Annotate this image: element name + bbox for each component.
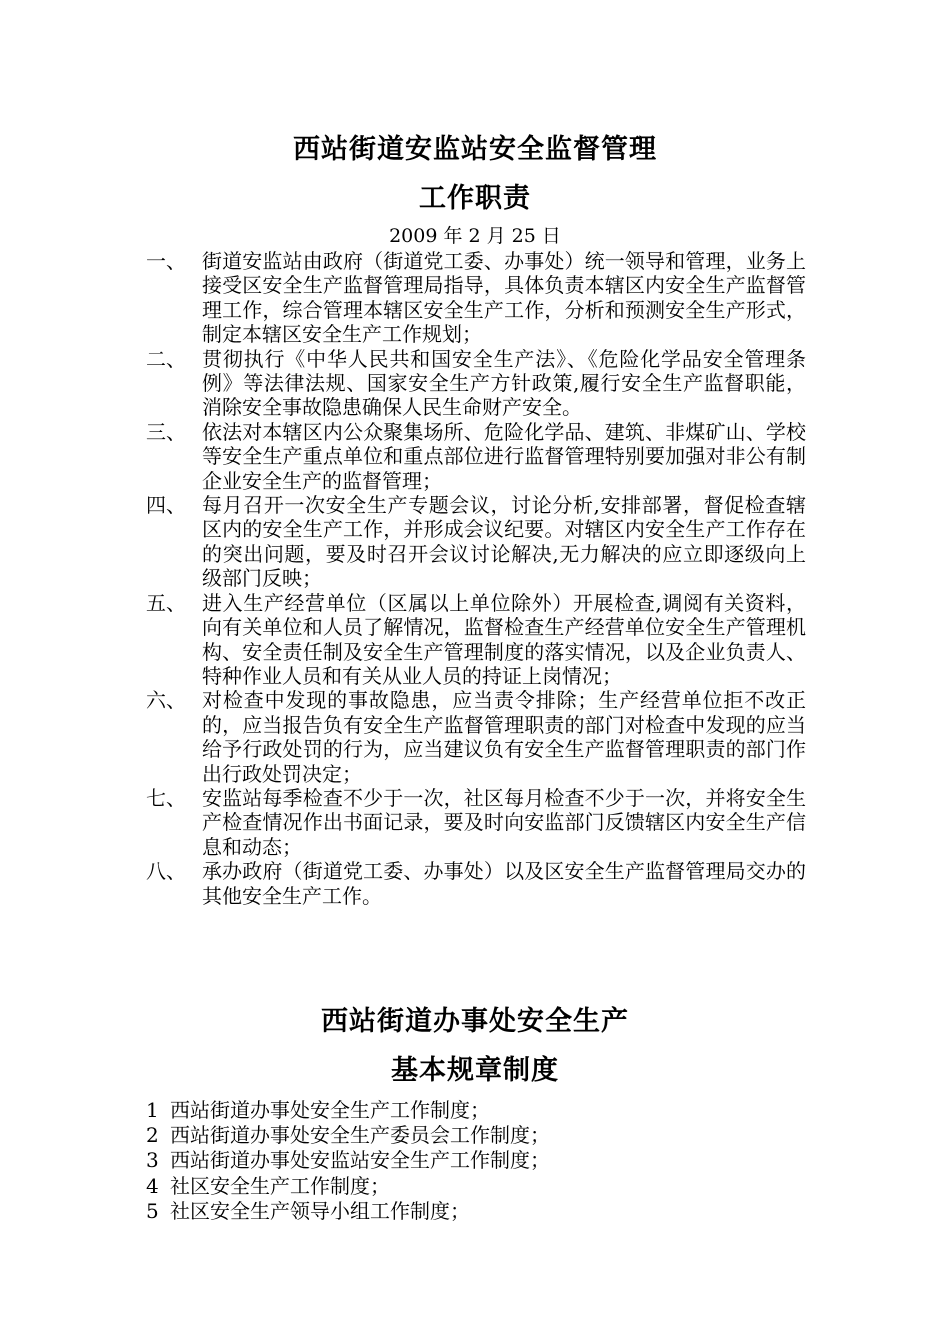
rules-list bbox=[146, 1098, 806, 1224]
section-subtitle: 基本规章制度 bbox=[391, 1055, 559, 1086]
rule-number: 5 bbox=[146, 1198, 159, 1223]
document-date: 2009 年 2 月 25 日 bbox=[389, 225, 561, 247]
rule-number: 2 bbox=[146, 1123, 159, 1148]
clause-text: 街道安监站由政府（街道党工委、办事处）统一领导和管理，业务上接受区安全生产监督管理局指导，具体负责本辖区内安全生产监督管理工作，综合管理本辖区安全生产工作，分析和预测安全生产形式，制定本辖区安全生产工作规划； bbox=[202, 249, 806, 347]
clause-number: 八、 bbox=[146, 859, 186, 884]
rule-text: 西站街道办事处安监站安全生产工作制度； bbox=[170, 1148, 550, 1173]
clause-number: 三、 bbox=[146, 419, 186, 444]
clause-text: 依法对本辖区内公众聚集场所、危险化学品、建筑、非煤矿山、学校等安全生产重点单位和重点部位进行监督管理特别要加强对非公有制企业安全生产的监督管理； bbox=[202, 419, 806, 493]
clause-text: 对检查中发现的事故隐患，应当责令排除；生产经营单位拒不改正的，应当报告负有安全生产监督管理职责的部门对检查中发现的应当给予行政处罚的行为，应当建议负有安全生产监督管理职责的部门作出行政处罚决定； bbox=[202, 688, 806, 786]
list-item bbox=[146, 1199, 806, 1224]
rule-text: 社区安全生产工作制度； bbox=[170, 1173, 390, 1198]
clause-text: 承办政府（街道党工委、办事处）以及区安全生产监督管理局交办的其他安全生产工作。 bbox=[202, 859, 806, 908]
clause-text: 贯彻执行《中华人民共和国安全生产法》、《危险化学品安全管理条例》等法律法规、国家安全生产方针政策,履行安全生产监督职能，消除安全事故隐患确保人民生命财产安全。 bbox=[202, 346, 806, 420]
rule-number: 3 bbox=[146, 1148, 159, 1173]
document-title: 西站街道安监站安全监督管理 bbox=[293, 134, 657, 165]
rule-text: 西站街道办事处安全生产委员会工作制度； bbox=[170, 1123, 550, 1148]
clause-item bbox=[146, 591, 806, 689]
clause-number: 二、 bbox=[146, 346, 186, 371]
rule-text: 社区安全生产领导小组工作制度； bbox=[170, 1198, 470, 1223]
clause-text: 安监站每季检查不少于一次，社区每月检查不少于一次，并将安全生产检查情况作出书面记录，要及时向安监部门反馈辖区内安全生产信息和动态； bbox=[202, 785, 806, 859]
clause-item bbox=[146, 493, 806, 591]
list-item bbox=[146, 1148, 806, 1173]
clause-item bbox=[146, 347, 806, 420]
clause-item bbox=[146, 859, 806, 908]
clause-number: 五、 bbox=[146, 590, 186, 615]
rule-text: 西站街道办事处安全生产工作制度； bbox=[170, 1098, 490, 1122]
clause-number: 七、 bbox=[146, 785, 186, 810]
clause-number: 六、 bbox=[146, 688, 186, 713]
clause-text: 每月召开一次安全生产专题会议，讨论分析,安排部署，督促检查辖区内的安全生产工作，并形成会议纪要。对辖区内安全生产工作存在的突出问题，要及时召开会议讨论解决,无力解决的应立即逐级向上级部门反映； bbox=[202, 493, 806, 591]
clause-item bbox=[146, 420, 806, 493]
rule-number: 1 bbox=[146, 1098, 159, 1122]
clause-item bbox=[146, 249, 806, 347]
clause-number: 一、 bbox=[146, 249, 186, 273]
document-subtitle: 工作职责 bbox=[419, 183, 531, 214]
clause-item bbox=[146, 786, 806, 859]
duty-clauses bbox=[146, 249, 806, 908]
list-item bbox=[146, 1174, 806, 1199]
rule-number: 4 bbox=[146, 1173, 159, 1198]
clause-item bbox=[146, 688, 806, 786]
clause-number: 四、 bbox=[146, 493, 186, 518]
list-item bbox=[146, 1098, 806, 1123]
clause-text: 进入生产经营单位（区属以上单位除外）开展检查,调阅有关资料，向有关单位和人员了解情况，监督检查生产经营单位安全生产管理机构、安全责任制及安全生产管理制度的落实情况，以及企业负责人、特种作业人员和有关从业人员的持证上岗情况； bbox=[202, 590, 806, 688]
section-title: 西站街道办事处安全生产 bbox=[321, 1006, 629, 1037]
list-item bbox=[146, 1123, 806, 1148]
